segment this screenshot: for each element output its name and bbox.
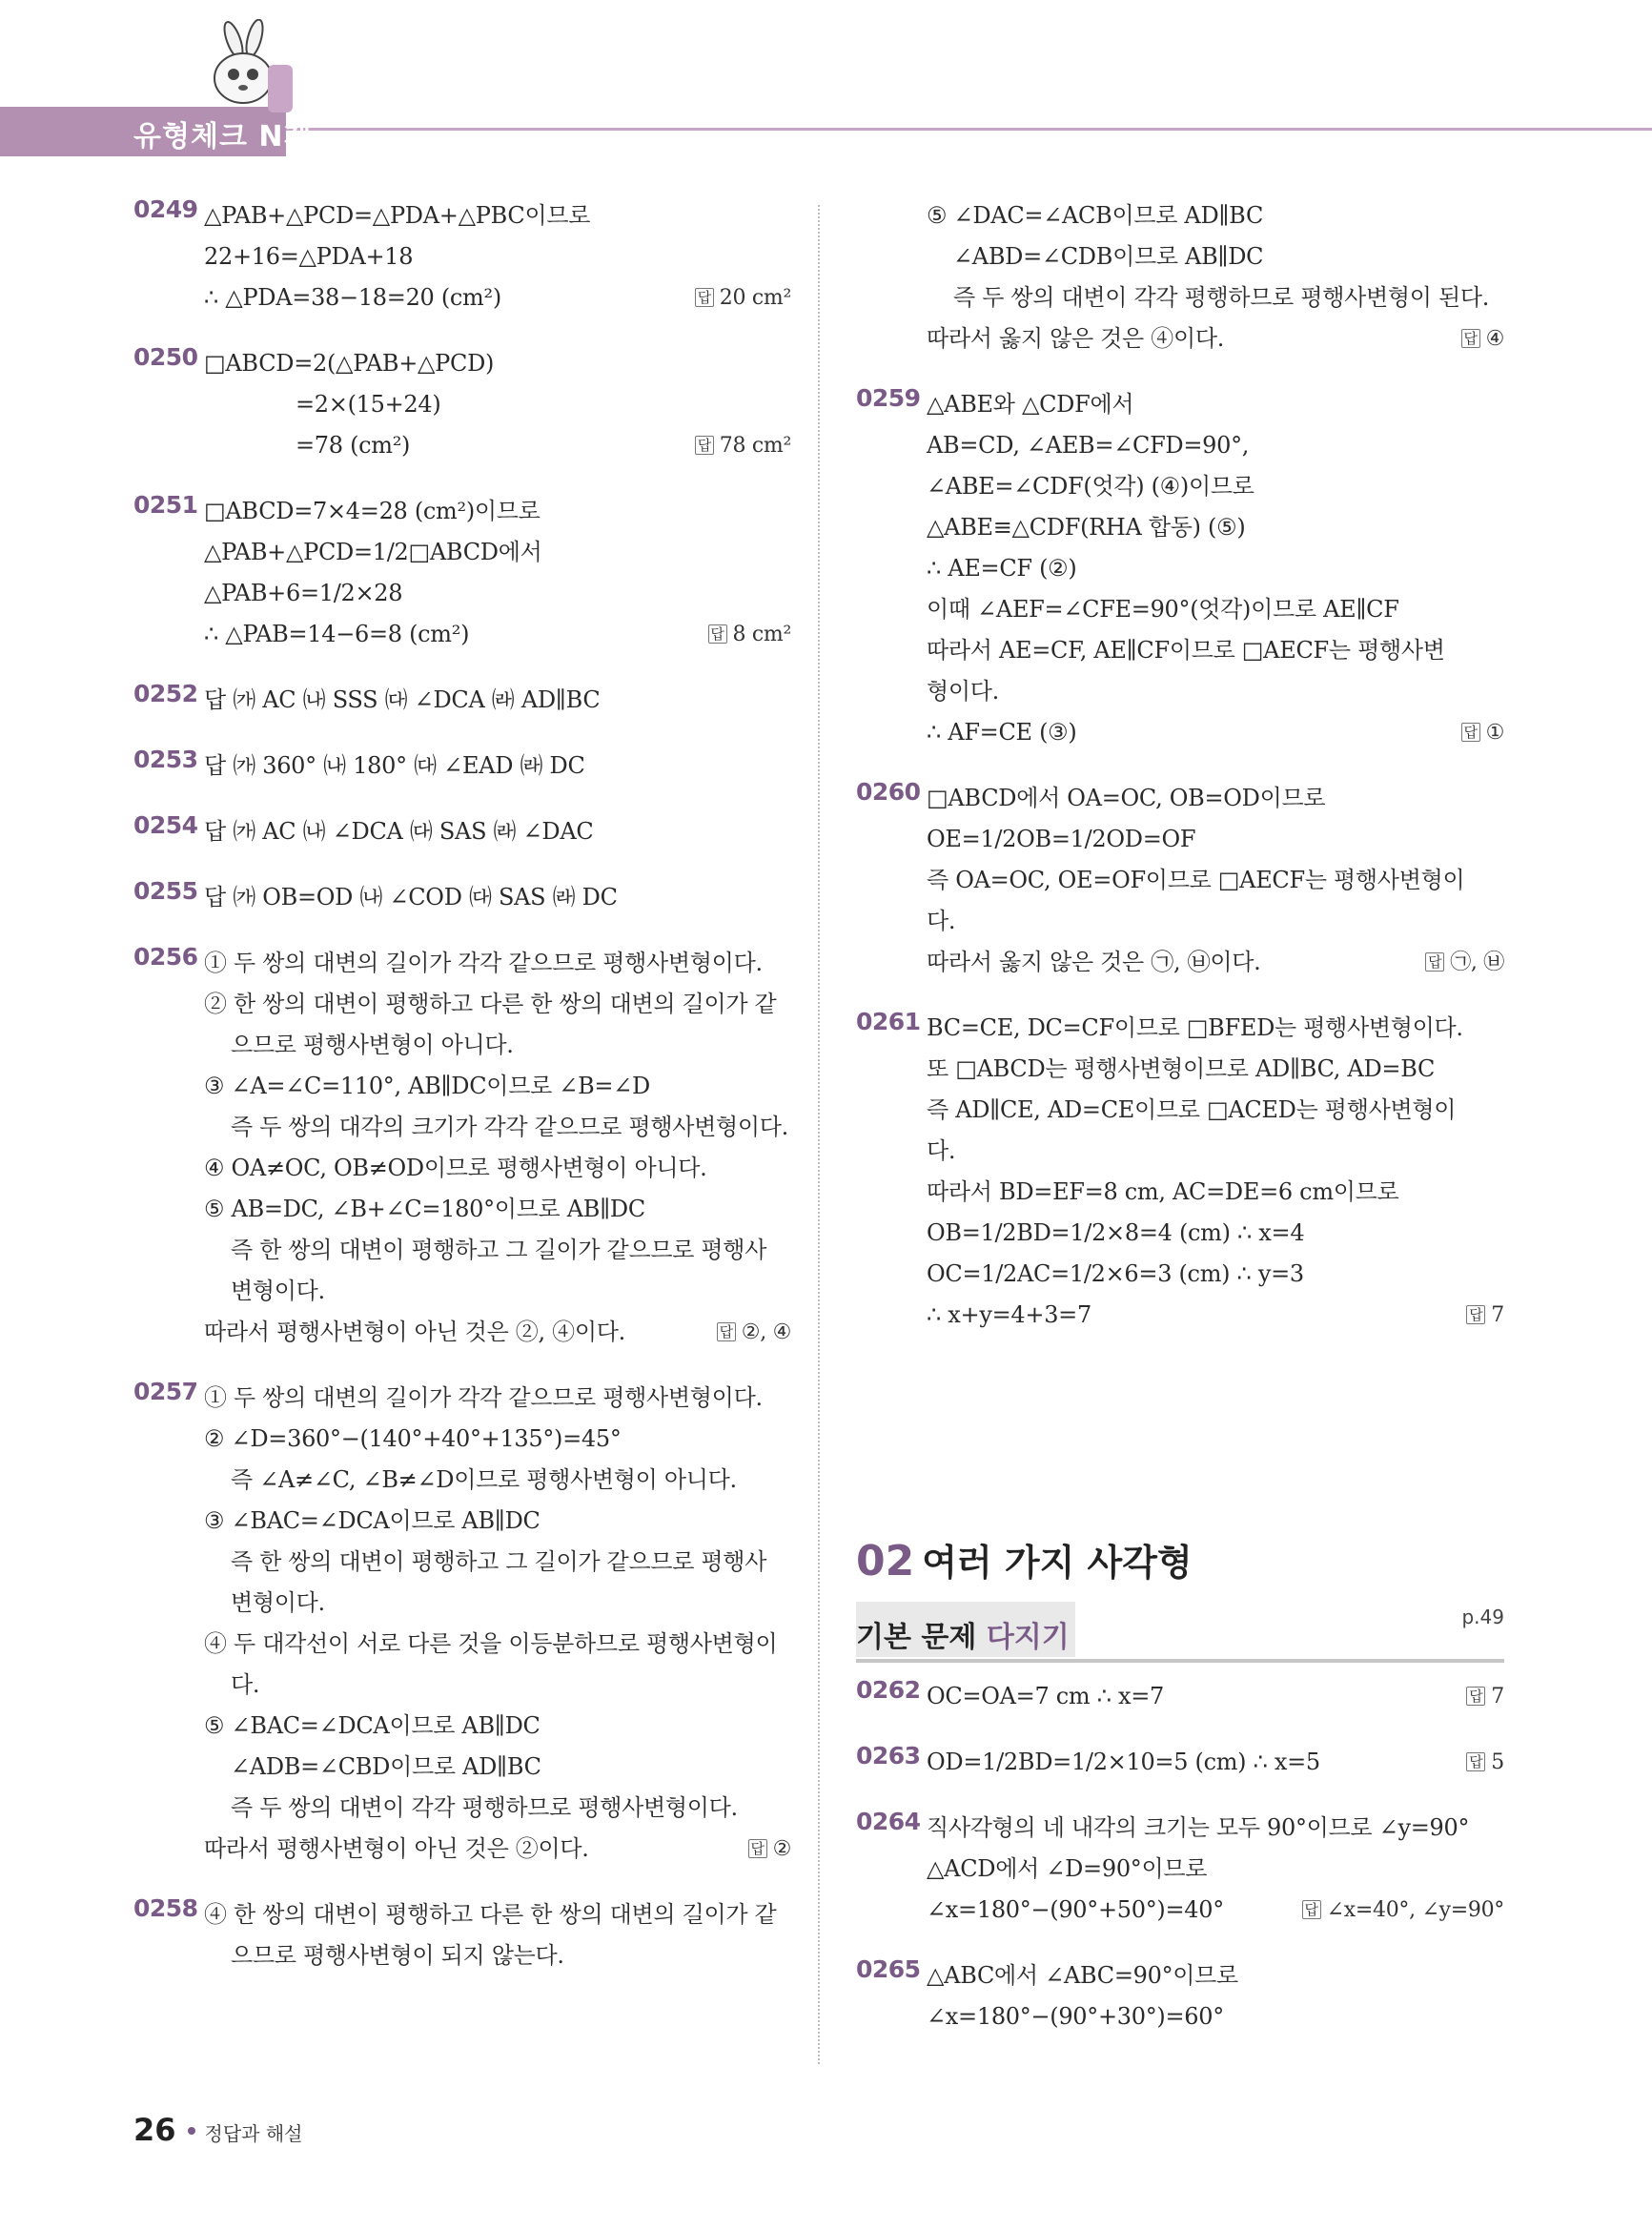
- solution-line: [927, 1742, 1504, 1783]
- solution-line: [927, 1676, 1504, 1717]
- solution-text: 또 □ABCD는 평행사변형이므로 AD∥BC, AD=BC: [927, 1055, 1436, 1082]
- solution-text: ④ 두 대각선이 서로 다른 것을 이등분하므로 평행사변형이: [204, 1630, 778, 1657]
- solution-line: [204, 680, 791, 721]
- solution-line: [204, 532, 791, 573]
- solution-text: 즉 한 쌍의 대변이 평행하고 그 길이가 같으므로 평행사: [231, 1548, 767, 1575]
- problem-body: [204, 195, 791, 318]
- problem-number: 0258: [133, 1894, 198, 1922]
- solution-text: 으므로 평행사변형이 아니다.: [231, 1032, 514, 1058]
- solution-text: ∴ △PDA=38−18=20 (cm²): [204, 284, 501, 311]
- solution-text: □ABCD=7×4=28 (cm²)이므로: [204, 498, 540, 524]
- header-rule: [286, 128, 1652, 131]
- problem-number: 0256: [133, 943, 198, 971]
- problem-body: [204, 1894, 791, 1976]
- problem: [856, 195, 1504, 359]
- solution-line: [204, 1706, 791, 1747]
- problem-body: [927, 1008, 1504, 1336]
- solution-text: OB=1/2BD=1/2×8=4 (cm) ∴ x=4: [927, 1219, 1305, 1246]
- solution-line: [927, 195, 1504, 236]
- answer-mark-icon: 답: [695, 288, 714, 307]
- problem: [856, 778, 1504, 983]
- solution-text: BC=CE, DC=CF이므로 □BFED는 평행사변형이다.: [927, 1014, 1463, 1041]
- solution-line: [927, 630, 1504, 671]
- problem-number: 0253: [133, 746, 198, 773]
- problem-body: [204, 943, 791, 1353]
- solution-text: 즉 두 쌍의 대변이 각각 평행하므로 평행사변형이다.: [231, 1794, 738, 1821]
- problem-body: [204, 491, 791, 655]
- solution-text: ∠x=180°−(90°+30°)=60°: [927, 2003, 1224, 2030]
- solution-line: [204, 1665, 791, 1706]
- solution-line: [927, 1008, 1504, 1049]
- answer-mark-icon: 답: [708, 624, 727, 644]
- solution-text: 따라서 옳지 않은 것은 ㉠, ㉥이다.: [927, 949, 1261, 975]
- problem-body: [927, 1742, 1504, 1783]
- solution-line: [927, 384, 1504, 425]
- solution-line: [204, 1378, 791, 1419]
- problem-body: [927, 1808, 1504, 1931]
- solution-text: ∴ AF=CE (③): [927, 719, 1077, 746]
- solution-line: [204, 943, 791, 984]
- answer-value: 7: [1491, 1685, 1504, 1708]
- solution-line: [204, 1542, 791, 1583]
- problem-body: [204, 343, 791, 466]
- solution-text: △PAB+△PCD=△PDA+△PBC이므로: [204, 202, 591, 229]
- solution-line: [927, 589, 1504, 630]
- solution-line: [927, 1955, 1504, 1996]
- solution-text: ∠ADB=∠CBD이므로 AD∥BC: [231, 1753, 541, 1780]
- solution-text: ③ ∠BAC=∠DCA이므로 AB∥DC: [204, 1507, 540, 1534]
- problem-body: [927, 195, 1504, 359]
- answer-mark-icon: 답: [717, 1322, 736, 1341]
- problem-body: [204, 811, 791, 852]
- problem-number: 0252: [133, 680, 198, 707]
- answer-mark-icon: 답: [1425, 952, 1444, 972]
- solution-text: 즉 ∠A≠∠C, ∠B≠∠D이므로 평행사변형이 아니다.: [231, 1466, 737, 1493]
- problem-number: 0257: [133, 1378, 198, 1405]
- solution-text: 다.: [231, 1671, 260, 1698]
- solution-line: [927, 1172, 1504, 1213]
- solution-text: △ABE≡△CDF(RHA 합동) (⑤): [927, 514, 1246, 541]
- solution-line: [204, 1312, 791, 1353]
- solution-line: [204, 1460, 791, 1501]
- solution-line: [204, 384, 791, 425]
- answer: [1461, 318, 1504, 359]
- solution-text: =78 (cm²): [296, 432, 411, 459]
- problem-number: 0255: [133, 877, 198, 905]
- solution-text: □ABCD에서 OA=OC, OB=OD이므로: [927, 785, 1326, 811]
- solution-line: [927, 548, 1504, 589]
- problem: [133, 195, 791, 318]
- footer-text: 정답과 해설: [204, 2122, 303, 2145]
- problem-number: 0265: [856, 1955, 921, 1983]
- solution-text: ⑤ AB=DC, ∠B+∠C=180°이므로 AB∥DC: [204, 1196, 645, 1222]
- solution-text: 답 ㈎ OB=OD ㈏ ∠COD ㈐ SAS ㈑ DC: [204, 884, 618, 910]
- solution-text: 답 ㈎ 360° ㈏ 180° ㈐ ∠EAD ㈑ DC: [204, 752, 585, 779]
- solution-line: [204, 1624, 791, 1665]
- problem: [133, 680, 791, 721]
- solution-line: [204, 1066, 791, 1107]
- solution-line: [927, 778, 1504, 819]
- solution-text: 형이다.: [927, 678, 999, 705]
- solution-line: [204, 877, 791, 918]
- solution-line: [927, 1808, 1504, 1849]
- section-title: [856, 1533, 1193, 1586]
- solution-text: ∠ABD=∠CDB이므로 AB∥DC: [953, 243, 1264, 270]
- answer: [695, 277, 791, 318]
- answer: [1466, 1742, 1504, 1783]
- solution-text: △PAB+6=1/2×28: [204, 580, 403, 606]
- answer-mark-icon: 답: [1302, 1900, 1321, 1919]
- solution-line: [927, 236, 1504, 277]
- problem-number: 0261: [856, 1008, 921, 1035]
- solution-text: 따라서 BD=EF=8 cm, AC=DE=6 cm이므로: [927, 1178, 1399, 1205]
- solution-line: [204, 1148, 791, 1189]
- solution-line: [204, 1501, 791, 1542]
- problem: [133, 1894, 791, 1976]
- solution-line: [927, 1996, 1504, 2037]
- subsection-bar: [856, 1602, 1504, 1663]
- solution-text: 따라서 AE=CF, AE∥CF이므로 □AECF는 평행사변: [927, 637, 1445, 664]
- problem-number: 0259: [856, 384, 921, 412]
- answer: [708, 614, 792, 655]
- problem: [856, 1955, 1504, 2037]
- subsection-rule: [856, 1659, 1504, 1663]
- solution-line: [927, 671, 1504, 712]
- answer-mark-icon: 답: [1461, 329, 1480, 348]
- problem: [133, 877, 791, 918]
- answer: [748, 1829, 791, 1870]
- problem-body: [204, 746, 791, 787]
- problem: [133, 746, 791, 787]
- solution-text: △ABE와 △CDF에서: [927, 391, 1134, 418]
- problem: [133, 343, 791, 466]
- solution-text: OD=1/2BD=1/2×10=5 (cm) ∴ x=5: [927, 1749, 1320, 1775]
- solution-text: △ABC에서 ∠ABC=90°이므로: [927, 1962, 1238, 1989]
- answer-value: ②: [772, 1837, 791, 1861]
- solution-text: 즉 두 쌍의 대변이 각각 평행하므로 평행사변형이 된다.: [953, 284, 1490, 311]
- problem-body: [927, 778, 1504, 983]
- solution-text: ⑤ ∠DAC=∠ACB이므로 AD∥BC: [927, 202, 1264, 229]
- problem-body: [927, 1955, 1504, 2037]
- problem-number: 0260: [856, 778, 921, 806]
- solution-text: 직사각형의 네 내각의 크기는 모두 90°이므로 ∠y=90°: [927, 1814, 1470, 1841]
- right-column: [856, 195, 1504, 1361]
- solution-line: [204, 277, 791, 318]
- solution-text: ⑤ ∠BAC=∠DCA이므로 AB∥DC: [204, 1712, 540, 1739]
- solution-line: [204, 573, 791, 614]
- solution-text: 즉 OA=OC, OE=OF이므로 □AECF는 평행사변형이: [927, 867, 1465, 893]
- answer: [1466, 1295, 1504, 1336]
- solution-text: 다.: [927, 1137, 956, 1164]
- page-reference: p.49: [1461, 1606, 1504, 1628]
- solution-text: 답 ㈎ AC ㈏ SSS ㈐ ∠DCA ㈑ AD∥BC: [204, 686, 601, 713]
- solution-line: [927, 942, 1504, 983]
- problem-number: 0251: [133, 491, 198, 519]
- problem: [856, 384, 1504, 753]
- solution-line: [204, 491, 791, 532]
- section-problems: [856, 1676, 1504, 2062]
- solution-text: 22+16=△PDA+18: [204, 243, 414, 270]
- problem-body: [927, 384, 1504, 753]
- solution-line: [204, 614, 791, 655]
- solution-line: [204, 1894, 791, 1935]
- problem-number: 0262: [856, 1676, 921, 1704]
- header-label: 유형체크 N제: [133, 120, 313, 153]
- answer-mark-icon: 답: [748, 1839, 767, 1858]
- solution-line: [204, 811, 791, 852]
- solution-line: [927, 901, 1504, 942]
- problem: [856, 1008, 1504, 1336]
- solution-line: [927, 860, 1504, 901]
- answer-mark-icon: 답: [1466, 1305, 1485, 1324]
- solution-line: [204, 236, 791, 277]
- solution-line: [204, 195, 791, 236]
- problem: [856, 1808, 1504, 1931]
- solution-line: [927, 1849, 1504, 1890]
- solution-line: [204, 425, 791, 466]
- solution-line: [927, 277, 1504, 318]
- solution-text: ③ ∠A=∠C=110°, AB∥DC이므로 ∠B=∠D: [204, 1073, 650, 1099]
- solution-line: [927, 1254, 1504, 1295]
- solution-text: 즉 AD∥CE, AD=CE이므로 □ACED는 평행사변형이: [927, 1096, 1457, 1123]
- solution-line: [927, 1131, 1504, 1172]
- problem: [133, 491, 791, 655]
- answer: [1302, 1890, 1504, 1931]
- solution-text: 즉 두 쌍의 대각의 크기가 각각 같으므로 평행사변형이다.: [231, 1114, 788, 1140]
- solution-text: 변형이다.: [231, 1589, 325, 1616]
- solution-text: 이때 ∠AEF=∠CFE=90°(엇각)이므로 AE∥CF: [927, 596, 1399, 623]
- solution-line: [204, 1107, 791, 1148]
- answer-value: 8 cm²: [732, 623, 791, 646]
- section-number: 02: [856, 1537, 915, 1586]
- solution-line: [204, 1747, 791, 1788]
- solution-text: 다.: [927, 908, 956, 934]
- answer: [1461, 712, 1504, 753]
- answer-mark-icon: 답: [1461, 723, 1480, 742]
- solution-line: [927, 1049, 1504, 1090]
- answer: [1466, 1676, 1504, 1717]
- problem: [133, 811, 791, 852]
- solution-line: [927, 425, 1504, 466]
- solution-text: ① 두 쌍의 대변의 길이가 각각 같으므로 평행사변형이다.: [204, 1384, 763, 1411]
- answer-value: ②, ④: [741, 1320, 791, 1344]
- solution-line: [204, 343, 791, 384]
- answer-mark-icon: 답: [1466, 1687, 1485, 1706]
- solution-text: 으므로 평행사변형이 되지 않는다.: [231, 1942, 564, 1969]
- solution-text: ④ 한 쌍의 대변이 평행하고 다른 한 쌍의 대변의 길이가 같: [204, 1901, 777, 1928]
- solution-line: [204, 1189, 791, 1230]
- column-divider: [818, 205, 820, 2064]
- answer-value: ①: [1485, 721, 1504, 745]
- answer-value: ∠x=40°, ∠y=90°: [1326, 1898, 1504, 1922]
- problem-body: [204, 1378, 791, 1870]
- answer-mark-icon: 답: [695, 436, 714, 455]
- subsection-title-b: 다지기: [986, 1621, 1070, 1654]
- solution-text: △PAB+△PCD=1/2□ABCD에서: [204, 539, 542, 565]
- solution-line: [927, 712, 1504, 753]
- solution-line: [204, 1583, 791, 1624]
- problem-body: [204, 680, 791, 721]
- solution-text: ∴ x+y=4+3=7: [927, 1301, 1091, 1328]
- solution-text: OE=1/2OB=1/2OD=OF: [927, 826, 1196, 852]
- solution-line: [927, 318, 1504, 359]
- problem: [856, 1742, 1504, 1783]
- section-title-text: 여러 가지 사각형: [922, 1542, 1193, 1584]
- solution-text: 즉 한 쌍의 대변이 평행하고 그 길이가 같으므로 평행사: [231, 1237, 767, 1263]
- solution-text: ∴ AE=CF (②): [927, 555, 1077, 582]
- solution-line: [927, 466, 1504, 507]
- solution-line: [927, 819, 1504, 860]
- solution-text: 따라서 평행사변형이 아닌 것은 ②, ④이다.: [204, 1319, 625, 1345]
- problem: [133, 943, 791, 1353]
- problem: [856, 1676, 1504, 1717]
- solution-line: [204, 1788, 791, 1829]
- solution-line: [204, 746, 791, 787]
- solution-line: [204, 1025, 791, 1066]
- solution-line: [927, 507, 1504, 548]
- subsection-title-a: 기본 문제: [856, 1621, 977, 1654]
- answer: [1425, 942, 1504, 983]
- solution-line: [204, 1271, 791, 1312]
- answer: [717, 1312, 791, 1353]
- solution-text: △ACD에서 ∠D=90°이므로: [927, 1855, 1208, 1882]
- solution-text: ④ OA≠OC, OB≠OD이므로 평행사변형이 아니다.: [204, 1155, 707, 1181]
- solution-text: ∴ △PAB=14−6=8 (cm²): [204, 621, 470, 647]
- solution-line: [927, 1213, 1504, 1254]
- answer-value: 5: [1491, 1750, 1504, 1774]
- answer: [695, 425, 791, 466]
- solution-text: OC=1/2AC=1/2×6=3 (cm) ∴ y=3: [927, 1260, 1304, 1287]
- problem-number: 0263: [856, 1742, 921, 1770]
- solution-line: [204, 1230, 791, 1271]
- solution-text: AB=CD, ∠AEB=∠CFD=90°,: [927, 432, 1250, 459]
- solution-line: [927, 1295, 1504, 1336]
- left-column: [133, 195, 791, 2001]
- solution-text: 답 ㈎ AC ㈏ ∠DCA ㈐ SAS ㈑ ∠DAC: [204, 818, 594, 845]
- solution-line: [927, 1090, 1504, 1131]
- solution-line: [204, 1935, 791, 1976]
- answer-value: 78 cm²: [719, 434, 791, 458]
- problem-number: 0249: [133, 195, 198, 223]
- solution-line: [204, 984, 791, 1025]
- solution-text: ∠ABE=∠CDF(엇각) (④)이므로: [927, 473, 1254, 500]
- solution-text: OC=OA=7 cm ∴ x=7: [927, 1683, 1165, 1709]
- solution-text: □ABCD=2(△PAB+△PCD): [204, 350, 495, 377]
- solution-text: =2×(15+24): [296, 391, 441, 418]
- page-number: 26: [133, 2112, 176, 2148]
- footer: [133, 2112, 303, 2148]
- answer-mark-icon: 답: [1466, 1752, 1485, 1771]
- footer-bullet-icon: [188, 2127, 195, 2135]
- subsection-title: [856, 1613, 1070, 1655]
- solution-text: ② ∠D=360°−(140°+40°+135°)=45°: [204, 1425, 622, 1452]
- answer-value: ㉠, ㉥: [1450, 951, 1504, 974]
- solution-text: ① 두 쌍의 대변의 길이가 각각 같으므로 평행사변형이다.: [204, 950, 763, 976]
- problem-number: 0250: [133, 343, 198, 371]
- solution-text: 따라서 옳지 않은 것은 ④이다.: [927, 325, 1225, 352]
- answer-value: 20 cm²: [719, 286, 791, 310]
- solution-text: ② 한 쌍의 대변이 평행하고 다른 한 쌍의 대변의 길이가 같: [204, 991, 777, 1017]
- solution-line: [204, 1829, 791, 1870]
- problem-number: 0264: [856, 1808, 921, 1835]
- answer-value: ④: [1485, 327, 1504, 351]
- solution-line: [927, 1890, 1504, 1931]
- solution-text: 따라서 평행사변형이 아닌 것은 ②이다.: [204, 1835, 589, 1862]
- solution-text: 변형이다.: [231, 1278, 325, 1304]
- rabbit-mascot-icon: [195, 19, 300, 124]
- solution-text: ∠x=180°−(90°+50°)=40°: [927, 1896, 1224, 1923]
- problem-body: [927, 1676, 1504, 1717]
- problem-body: [204, 877, 791, 918]
- answer-value: 7: [1491, 1303, 1504, 1327]
- problem: [133, 1378, 791, 1870]
- problem-number: 0254: [133, 811, 198, 839]
- solution-line: [204, 1419, 791, 1460]
